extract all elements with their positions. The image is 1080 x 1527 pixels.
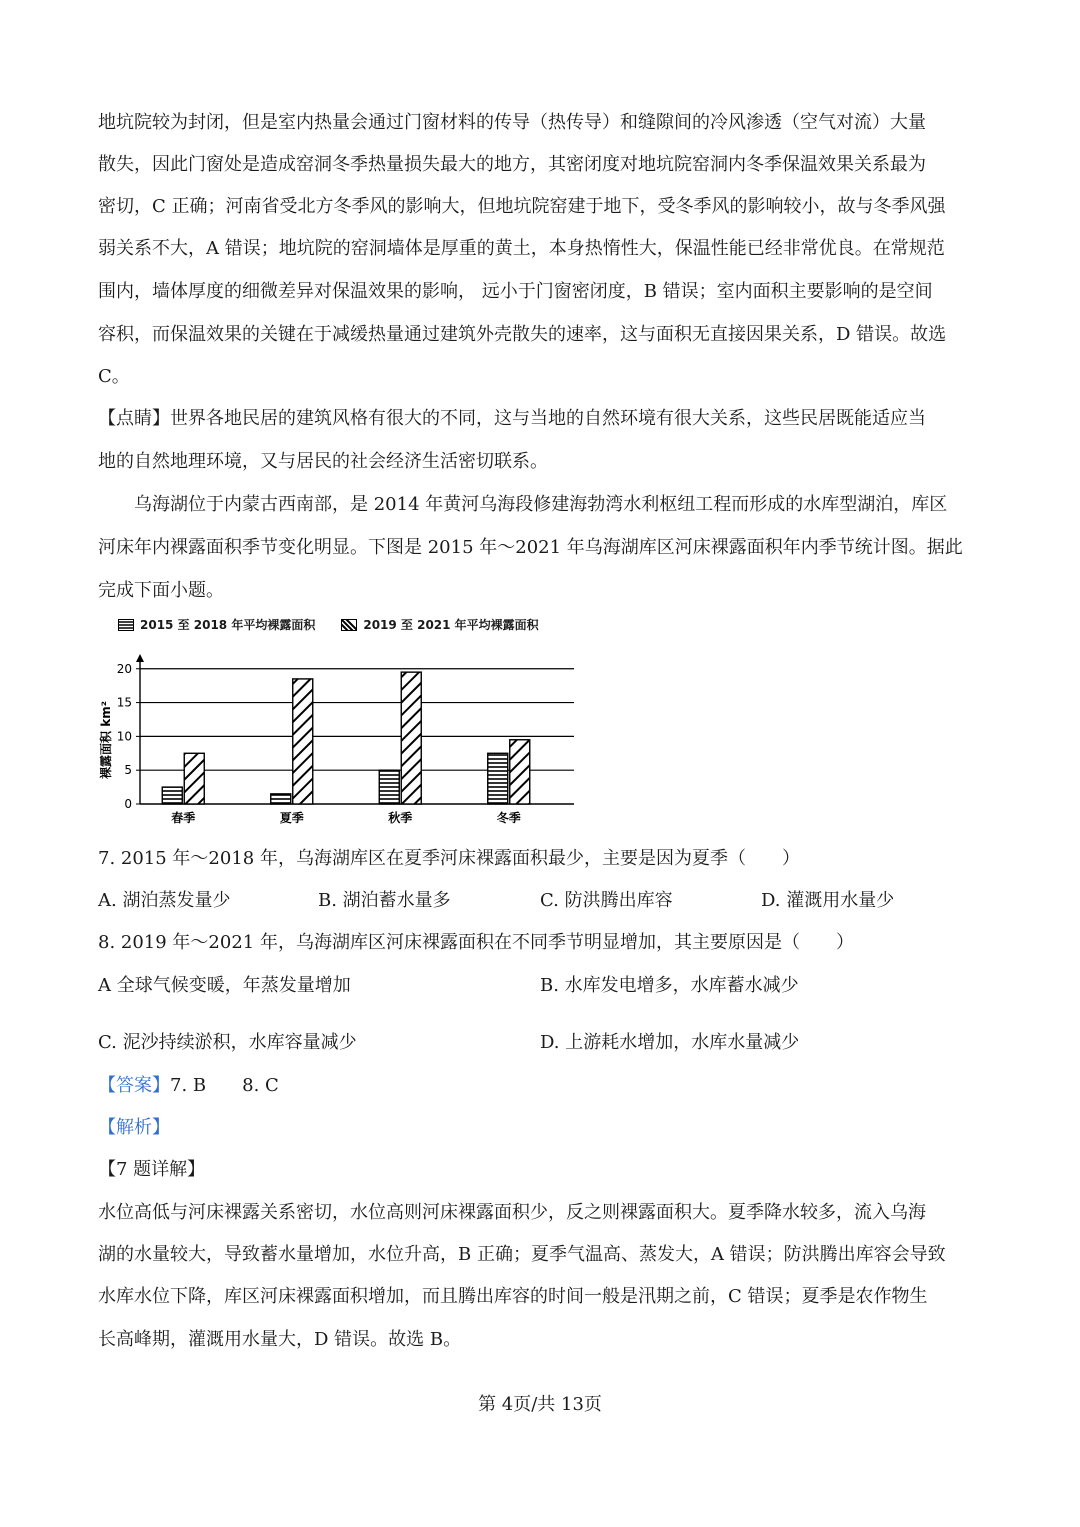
bar xyxy=(379,770,399,804)
answer-label: 【答案】 xyxy=(98,1075,170,1096)
y-tick-label: 10 xyxy=(116,729,132,744)
q7-option-d: D. 灌溉用水量少 xyxy=(761,890,895,911)
bar xyxy=(293,679,313,804)
detail-line: 水位高低与河床裸露关系密切，水位高则河床裸露面积少，反之则裸露面积大。夏季降水较多，流入乌海 xyxy=(98,1202,926,1223)
x-tick-label: 秋季 xyxy=(388,811,413,825)
answer-line xyxy=(98,1073,279,1099)
x-tick-label: 春季 xyxy=(171,811,196,825)
dianjing-line: 地的自然地理环境，又与居民的社会经济生活密切联系。 xyxy=(98,451,548,472)
bar xyxy=(488,753,508,804)
detail-line: 水库水位下降，库区河床裸露面积增加，而且腾出库容的时间一般是汛期之前，C 错误；夏季是农作物生 xyxy=(98,1286,928,1307)
bar-chart xyxy=(98,610,598,835)
page-footer: 第 4页/共 13页 xyxy=(478,1394,602,1415)
q8-option-a: A 全球气候变暖，年蒸发量增加 xyxy=(98,975,351,996)
question-8-stem: 8. 2019 年～2021 年，乌海湖库区河床裸露面积在不同季节明显增加，其主要原因是（ ） xyxy=(98,932,854,953)
text-line: 密切，C 正确；河南省受北方冬季风的影响大，但地坑院窑建于地下，受冬季风的影响较小，故与冬季风强 xyxy=(98,196,946,217)
q8-option-b: B. 水库发电增多，水库蓄水减少 xyxy=(540,975,799,996)
dianjing-line: 【点睛】世界各地民居的建筑风格有很大的不同，这与当地的自然环境有很大关系，这些民居既能适应当 xyxy=(98,408,926,429)
intro-line: 完成下面小题。 xyxy=(98,580,224,601)
text-line: 围内，墙体厚度的细微差异对保温效果的影响， 远小于门窗密闭度，B 错误；室内面积主要影响的是空间 xyxy=(98,281,933,302)
q7-option-c: C. 防洪腾出库容 xyxy=(540,890,673,911)
analysis-label: 【解析】 xyxy=(98,1117,170,1138)
bar xyxy=(162,787,182,804)
text-line: 地坑院较为封闭，但是室内热量会通过门窗材料的传导（热传导）和缝隙间的冷风渗透（空气对流）大量 xyxy=(98,112,926,133)
q8-option-d: D. 上游耗水增加，水库水量减少 xyxy=(540,1032,800,1053)
chart-plot xyxy=(98,610,598,835)
x-tick-label: 夏季 xyxy=(279,811,304,825)
q7-detail-label: 【7 题详解】 xyxy=(98,1159,206,1180)
y-axis-arrow xyxy=(136,654,144,662)
bar xyxy=(401,672,421,804)
legend-label: 2019 至 2021 年平均裸露面积 xyxy=(363,618,539,632)
x-tick-label: 冬季 xyxy=(496,811,521,825)
q7-option-a: A. 湖泊蒸发量少 xyxy=(98,890,231,911)
text-line: 散失，因此门窗处是造成窑洞冬季热量损失最大的地方，其密闭度对地坑院窑洞内冬季保温效果关系最为 xyxy=(98,154,926,175)
intro-line: 河床年内裸露面积季节变化明显。下图是 2015 年～2021 年乌海湖库区河床裸露面积年内季节统计图。据此 xyxy=(98,537,963,558)
q8-option-c: C. 泥沙持续淤积，水库容量减少 xyxy=(98,1032,357,1053)
question-7-stem: 7. 2015 年～2018 年，乌海湖库区在夏季河床裸露面积最少，主要是因为夏季（ ） xyxy=(98,848,800,869)
text-line: 容积，而保温效果的关键在于减缓热量通过建筑外壳散失的速率，这与面积无直接因果关系，D 错误。故选 xyxy=(98,324,947,345)
detail-line: 长高峰期，灌溉用水量大，D 错误。故选 B。 xyxy=(98,1329,462,1350)
y-tick-label: 5 xyxy=(124,763,132,778)
bar xyxy=(184,753,204,804)
detail-line: 湖的水量较大，导致蓄水量增加，水位升高，B 正确；夏季气温高、蒸发大，A 错误；防洪腾出库容会导致 xyxy=(98,1244,946,1265)
text-line: C。 xyxy=(98,366,130,387)
y-tick-label: 20 xyxy=(116,661,132,676)
y-tick-label: 15 xyxy=(116,695,132,710)
bar xyxy=(510,740,530,804)
intro-line: 乌海湖位于内蒙古西南部，是 2014 年黄河乌海段修建海勃湾水利枢纽工程而形成的水库型湖泊，库区 xyxy=(98,494,948,515)
answer-text: 7. B 8. C xyxy=(170,1075,279,1096)
q7-option-b: B. 湖泊蓄水量多 xyxy=(318,890,451,911)
legend-label: 2015 至 2018 年平均裸露面积 xyxy=(140,618,316,632)
bar xyxy=(271,794,291,804)
y-tick-label: 0 xyxy=(124,797,132,811)
text-line: 弱关系不大，A 错误；地坑院的窑洞墙体是厚重的黄土，本身热惰性大，保温性能已经非常优良。在常规范 xyxy=(98,238,945,259)
y-axis-label: 裸露面积 km² xyxy=(99,701,113,779)
